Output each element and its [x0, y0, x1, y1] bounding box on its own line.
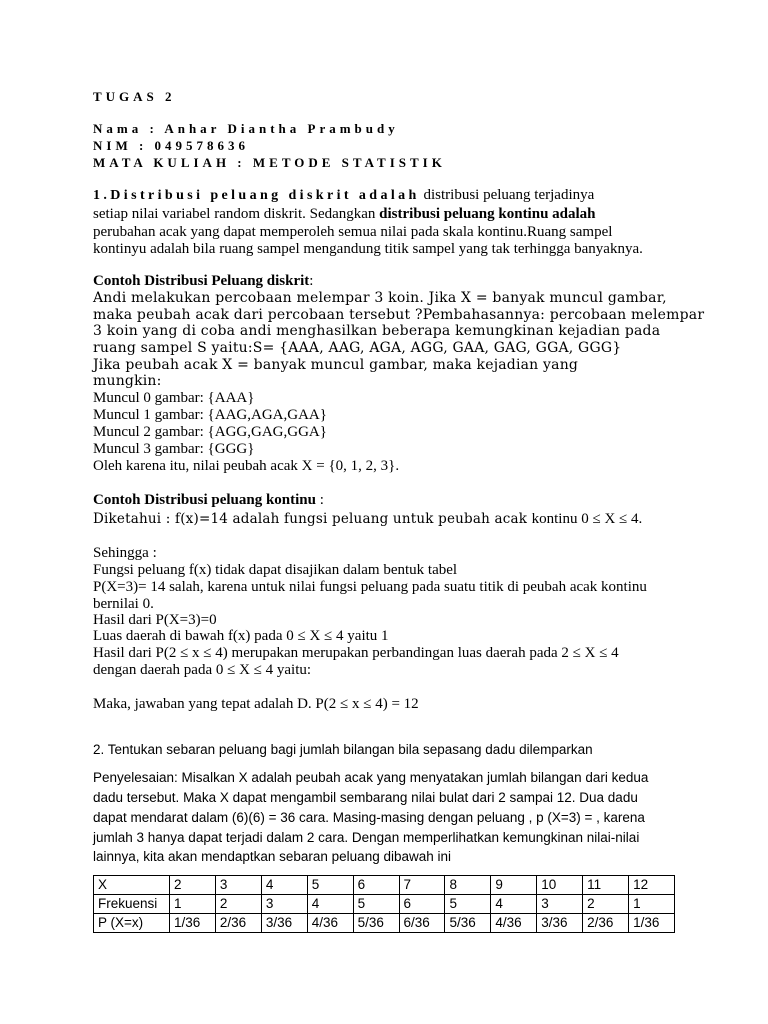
table-row-header: X: [94, 876, 170, 895]
diskrit-muncul-1: Muncul 1 gambar: {AAG,AGA,GAA}: [93, 407, 327, 423]
table-cell: 5: [445, 895, 491, 914]
table-cell: 5/36: [353, 914, 399, 933]
kontinu-line-8: dengan daerah pada 0 ≤ X ≤ 4 yaitu:: [93, 662, 312, 678]
s2-line-1: Penyelesaian: Misalkan X adalah peubah acak yang menyatakan jumlah bilangan dari kedua: [93, 770, 649, 785]
kontinu-line-3: P(X=3)= 14 salah, karena untuk nilai fungsi peluang pada suatu titik di peubah acak kontinu: [93, 579, 647, 595]
diskrit-line-6: mungkin:: [93, 373, 162, 389]
s1-continuous-definition-term: distribusi peluang kontinu adalah: [379, 206, 596, 222]
table-cell: 2/36: [583, 914, 629, 933]
table-row-header: P (X=x): [94, 914, 170, 933]
diskrit-muncul-3: Muncul 3 gambar: {GGG}: [93, 441, 255, 457]
table-cell: 12: [629, 876, 675, 895]
kontinu-line-5: Hasil dari P(X=3)=0: [93, 612, 217, 628]
s1-line-3: perubahan acak yang dapat memperoleh semua nilai pada skala kontinu.Ruang sampel: [93, 224, 613, 240]
table-cell: 2: [215, 895, 261, 914]
s1-line-2: [93, 206, 596, 223]
s2-line-3: dapat mendarat dalam (6)(6) = 36 cara. Masing-masing dengan peluang , p (X=3) = , karena: [93, 810, 645, 825]
kontinu-line-1: Sehingga :: [93, 545, 157, 561]
table-cell: 4/36: [307, 914, 353, 933]
kontinu-line-7: Hasil dari P(2 ≤ x ≤ 4) merupakan merupakan perbandingan luas daerah pada 2 ≤ X ≤ 4: [93, 645, 619, 661]
kontinu-given: [93, 510, 642, 528]
table-cell: 3/36: [537, 914, 583, 933]
table-cell: 7: [399, 876, 445, 895]
diskrit-line-5: Jika peubah acak X = banyak muncul gambar, maka kejadian yang: [93, 357, 579, 373]
table-cell: 2: [583, 895, 629, 914]
diskrit-line-3: 3 koin yang di coba andi menghasilkan beberapa kemungkinan kejadian pada: [93, 323, 661, 339]
s2-line-2: dadu tersebut. Maka X dapat mengambil sembarang nilai bulat dari 2 sampai 12. Dua dadu: [93, 790, 638, 805]
table-cell: 6: [353, 876, 399, 895]
s2-line-4: jumlah 3 hanya dapat terjadi dalam 2 cara. Dengan memperlihatkan kemungkinan nilai-nilai: [93, 830, 640, 845]
table-cell: 3: [261, 895, 307, 914]
s1-line-1: [93, 187, 594, 204]
diskrit-line-4: ruang sampel S yaitu:S= {AAA, AAG, AGA, AGG, GAA, GAG, GGA, GGG}: [93, 340, 622, 356]
table-cell: 4: [261, 876, 307, 895]
diskrit-conclusion: Oleh karena itu, nilai peubah acak X = {0, 1, 2, 3}.: [93, 458, 400, 474]
s1-discrete-definition-term: 1.Distribusi peluang diskrit adalah: [93, 188, 420, 203]
diskrit-heading: [93, 273, 313, 290]
table-cell: 6: [399, 895, 445, 914]
table-cell: 6/36: [399, 914, 445, 933]
kontinu-heading-tail: :: [316, 492, 324, 508]
s1-line-2-a: setiap nilai variabel random diskrit. Sedangkan: [93, 206, 380, 222]
kontinu-line-6: Luas daerah di bawah f(x) pada 0 ≤ X ≤ 4 yaitu 1: [93, 628, 389, 644]
table-cell: 2: [170, 876, 216, 895]
table-cell: 3: [215, 876, 261, 895]
kontinu-given-b: kontinu 0 ≤ X ≤ 4.: [531, 511, 643, 527]
diskrit-heading-tail: :: [309, 273, 314, 289]
s2-line-5: lainnya, kita akan mendaptkan sebaran peluang dibawah ini: [93, 849, 452, 864]
student-name: Nama : Anhar Diantha Prambudy: [93, 121, 399, 136]
table-cell: 4: [491, 895, 537, 914]
diskrit-muncul-0: Muncul 0 gambar: {AAA}: [93, 390, 255, 406]
diskrit-line-2: maka peubah acak dari percobaan tersebut ?Pembahasannya: percobaan melempar: [93, 307, 705, 323]
table-cell: 3/36: [261, 914, 307, 933]
kontinu-line-4: bernilai 0.: [93, 596, 154, 612]
kontinu-line-2: Fungsi peluang f(x) tidak dapat disajikan dalam bentuk tabel: [93, 562, 458, 578]
diskrit-muncul-2: Muncul 2 gambar: {AGG,GAG,GGA}: [93, 424, 327, 440]
probability-distribution-table: [93, 875, 675, 933]
table-cell: 3: [537, 895, 583, 914]
table-cell: 5/36: [445, 914, 491, 933]
table-cell: 8: [445, 876, 491, 895]
s1-line-4: kontinyu adalah bila ruang sampel mengandung titik sampel yang tak terhingga banyaknya.: [93, 241, 643, 257]
s1-line-1-rest: distribusi peluang terjadinya: [419, 187, 595, 203]
kontinu-given-a: Diketahui : f(x)=14 adalah fungsi peluang untuk peubah acak: [93, 511, 532, 527]
table-cell: 1/36: [170, 914, 216, 933]
table-row-header: Frekuensi: [94, 895, 170, 914]
table-cell: 2/36: [215, 914, 261, 933]
table-cell: 1/36: [629, 914, 675, 933]
assignment-title: TUGAS 2: [93, 89, 176, 104]
table-cell: 4: [307, 895, 353, 914]
table-row-x: [94, 876, 675, 895]
table-row-probability: [94, 914, 675, 933]
table-cell: 1: [629, 895, 675, 914]
table-cell: 1: [170, 895, 216, 914]
s2-question: 2. Tentukan sebaran peluang bagi jumlah bilangan bila sepasang dadu dilemparkan: [93, 742, 593, 757]
kontinu-heading: [93, 492, 324, 509]
table-cell: 4/36: [491, 914, 537, 933]
course-name: MATA KULIAH : METODE STATISTIK: [93, 155, 446, 170]
kontinu-heading-bold: Contoh Distribusi peluang kontinu: [93, 492, 316, 508]
table-cell: 9: [491, 876, 537, 895]
table-cell: 11: [583, 876, 629, 895]
table-row-frekuensi: [94, 895, 675, 914]
kontinu-answer: Maka, jawaban yang tepat adalah D. P(2 ≤ x ≤ 4) = 12: [93, 696, 419, 712]
diskrit-heading-bold: Contoh Distribusi Peluang diskrit: [93, 273, 310, 289]
table-cell: 5: [353, 895, 399, 914]
student-nim: NIM : 049578636: [93, 138, 250, 153]
table-cell: 10: [537, 876, 583, 895]
diskrit-line-1: Andi melakukan percobaan melempar 3 koin. Jika X = banyak muncul gambar,: [93, 290, 667, 306]
table-cell: 5: [307, 876, 353, 895]
